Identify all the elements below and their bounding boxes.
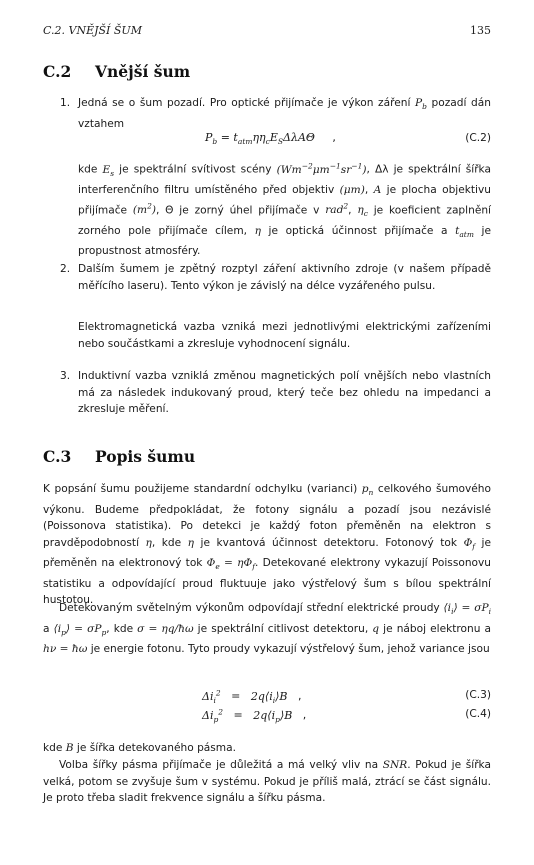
paragraph: kde $E_s$ je spektrální svítivost scény $(Wm^{-2}\mu m^{-1}sr^{-1})$, Δλ je spektrální šířka interferenčního filtru umístěného před objektiv (μm), A je plocha objektivu přijímače $(m^2)$, Θ je zorný úhel přijímače v rad$^2$, $\eta_c$ je koeficient zaplnění zorného pole přijímače cílem, η je optická účinnost přijímače a $t_{atm}$ je propustnost atmosféry.	[78, 161, 491, 258]
equation-number: (C.4)	[465, 708, 491, 720]
list-item-number: 2.	[60, 263, 71, 275]
section-title: Popis šumu	[95, 447, 196, 466]
paragraph: kde B je šířka detekovaného pásma.	[43, 742, 236, 754]
section-heading-c3	[43, 447, 195, 466]
equation-number: (C.3)	[465, 689, 491, 701]
list-item-number: 3.	[60, 370, 71, 382]
list-item-text: Induktivní vazba vzniklá změnou magnetických polí vnějších nebo vlastních má za následek indukovaný proud, který teče bez ohledu na impedanci a zkresluje měření.	[78, 370, 491, 415]
section-number: C.2	[43, 62, 72, 81]
equation-number: (C.2)	[465, 132, 491, 144]
equation-c3: $\Delta i_i^2$ = $2q⟨i_i⟩B$ ,	[202, 688, 302, 705]
equation-c4: $\Delta i_p^2$ = $2q⟨i_p⟩B$ ,	[202, 707, 307, 724]
header-section-label: C.2. VNĚJŠÍ ŠUM	[43, 24, 142, 37]
list-item-number: 1.	[60, 97, 71, 109]
list-item-text: Dalším šumem je zpětný rozptyl záření aktivního zdroje (v našem případě měřícího laseru). Tento výkon je závislý na délce vyzářeného pulsu.	[78, 263, 491, 292]
paragraph: Volba šířky pásma přijímače je důležitá a má velký vliv na SNR. Pokud je šířka velká, potom se zvyšuje šum v systému. Pokud je příliš malá, ztrácí se část signálu. Je proto třeba sladit frekvence signálu a šířku pásma.	[43, 759, 491, 804]
section-title: Vnější šum	[95, 62, 191, 81]
equation-c2: $P_b = t_{atm}\eta\eta_cE_S\Delta\lambda A\Theta$ ,	[205, 131, 336, 147]
list-item-text: Jedná se o šum pozadí. Pro optické přijímače je výkon záření $P_b$ pozadí dán vztahem	[78, 97, 491, 130]
paragraph: Detekovaným světelným výkonům odpovídají střední elektrické proudy $⟨i_i⟩ = \sigma P_i$ a $⟨i_p⟩ = \sigma P_p$, kde σ = ηq/ħω je spektrální citlivost detektoru, q je náboj elektronu a hν = ħω je energie fotonu. Tyto proudy vykazují výstřelový šum, jehož variance jsou	[43, 602, 492, 656]
paragraph: K popsání šumu použijeme standardní odchylku (varianci) $p_n$ celkového šumového výkonu. Budeme předpokládat, že fotony signálu a pozadí jsou nezávislé (Poissonova statistika). Po detekci je každý foton přeměněn na elektron s pravděpodobností η, kde η je kvantová účinnost detektoru. Fotonový tok $\Phi_f$ je přeměněn na elektronový tok $\Phi_e = \eta\Phi_f$. Detekované elektrony vykazují Poissonovu statistiku a odpovídající proud fluktuuje jako výstřelový šum s bílou spektrální hustotou.	[43, 483, 491, 607]
paragraph: Elektromagnetická vazba vzniká mezi jednotlivými elektrickými zařízeními nebo součástkami a zkresluje vyhodnocení signálu.	[78, 321, 491, 350]
page-number: 135	[470, 24, 491, 37]
section-heading-c2	[43, 62, 190, 81]
section-number: C.3	[43, 447, 72, 466]
